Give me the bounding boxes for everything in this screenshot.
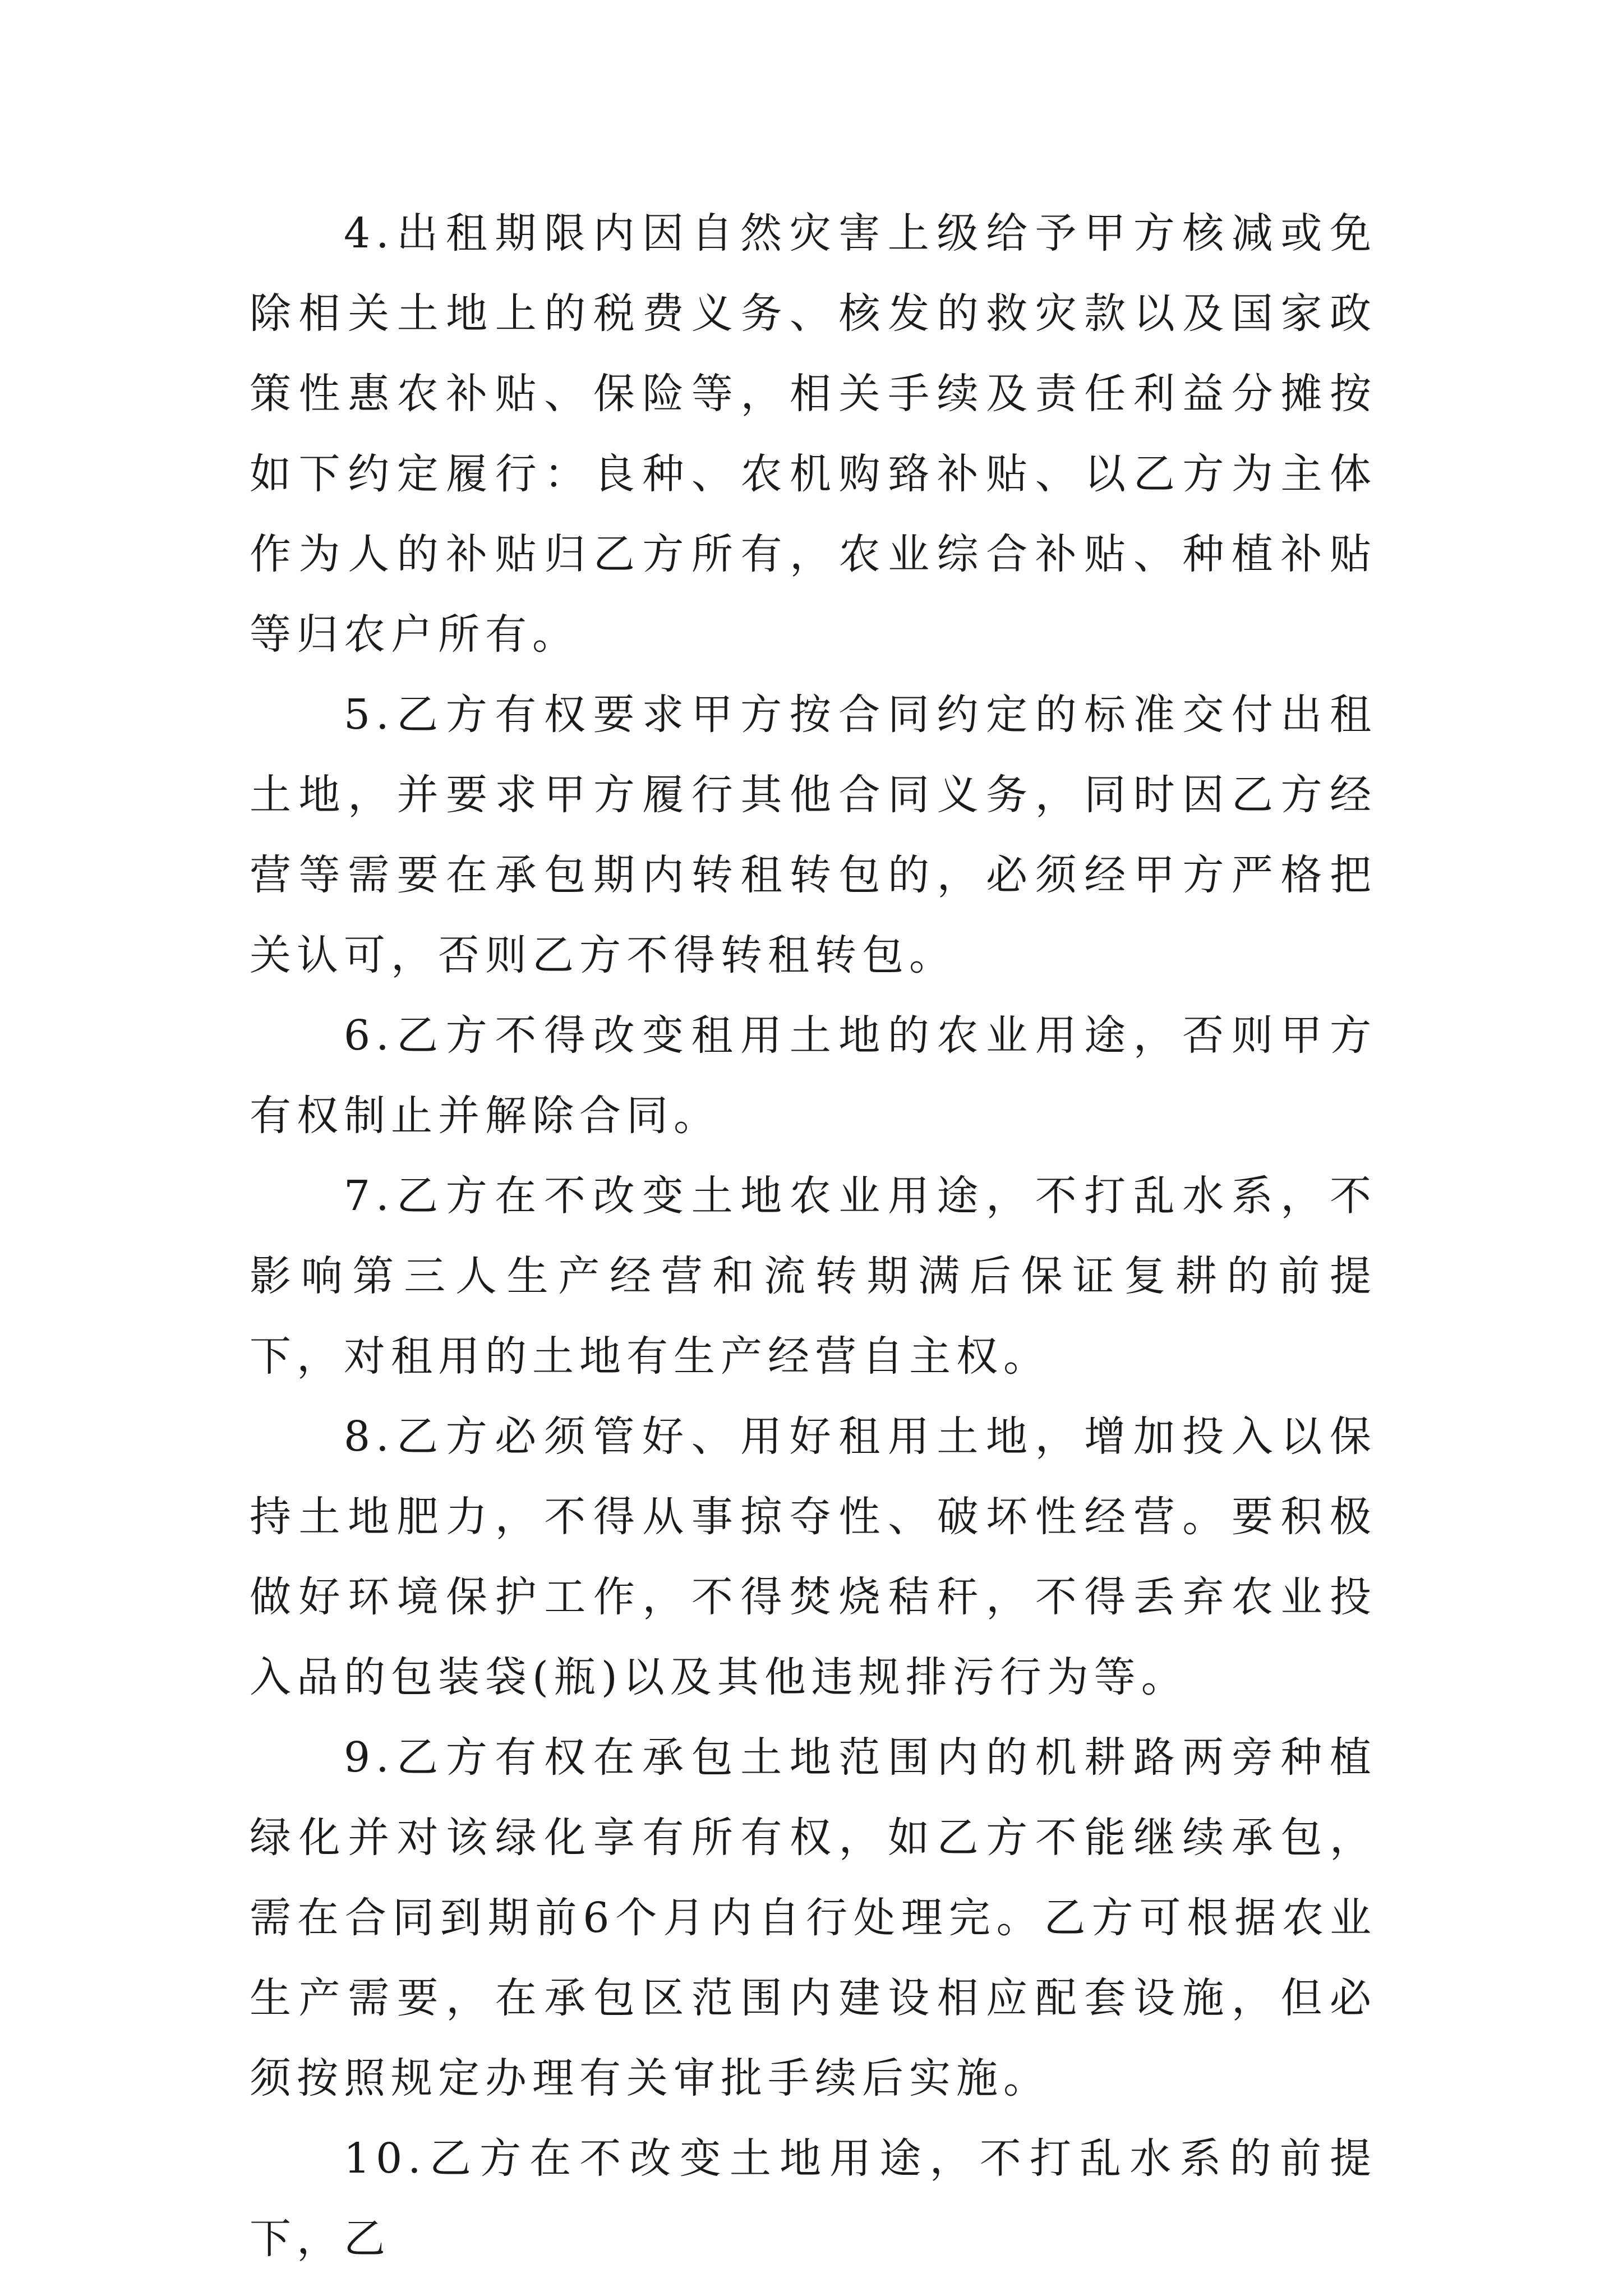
clause-8-paragraph: 8.乙方必须管好、用好租用土地，增加投入以保持土地肥力，不得从事掠夺性、破坏性经营。要积极做好环境保护工作，不得焚烧秸秆，不得丢弃农业投入品的包装袋(瓶)以及其他违规排污行为等。: [250, 1412, 1377, 1701]
clause-9-paragraph: 9.乙方有权在承包土地范围内的机耕路两旁种植绿化并对该绿化享有所有权，如乙方不能继续承包，需在合同到期前6个月内自行处理完。乙方可根据农业生产需要，在承包区范围内建设相应配套设施，但必须按照规定办理有关审批手续后实施。: [250, 1733, 1377, 2102]
document-body: [250, 194, 1377, 2279]
clause-7-paragraph: 7.乙方在不改变土地农业用途，不打乱水系，不影响第三人生产经营和流转期满后保证复耕的前提下，对租用的土地有生产经营自主权。: [250, 1172, 1377, 1381]
clause-5-paragraph: 5.乙方有权要求甲方按合同约定的标准交付出租土地，并要求甲方履行其他合同义务，同时因乙方经营等需要在承包期内转租转包的，必须经甲方严格把关认可，否则乙方不得转租转包。: [250, 691, 1377, 979]
clause-10-paragraph: 10.乙方在不改变土地用途，不打乱水系的前提下，乙: [250, 2134, 1377, 2263]
clause-6-paragraph: 6.乙方不得改变租用土地的农业用途，否则甲方有权制止并解除合同。: [250, 1011, 1377, 1140]
clause-4-paragraph: 4.出租期限内因自然灾害上级给予甲方核减或免除相关土地上的税费义务、核发的救灾款以及国家政策性惠农补贴、保险等，相关手续及责任利益分摊按如下约定履行：良种、农机购臵补贴、以乙方为主体作为人的补贴归乙方所有，农业综合补贴、种植补贴等归农户所有。: [250, 209, 1377, 659]
